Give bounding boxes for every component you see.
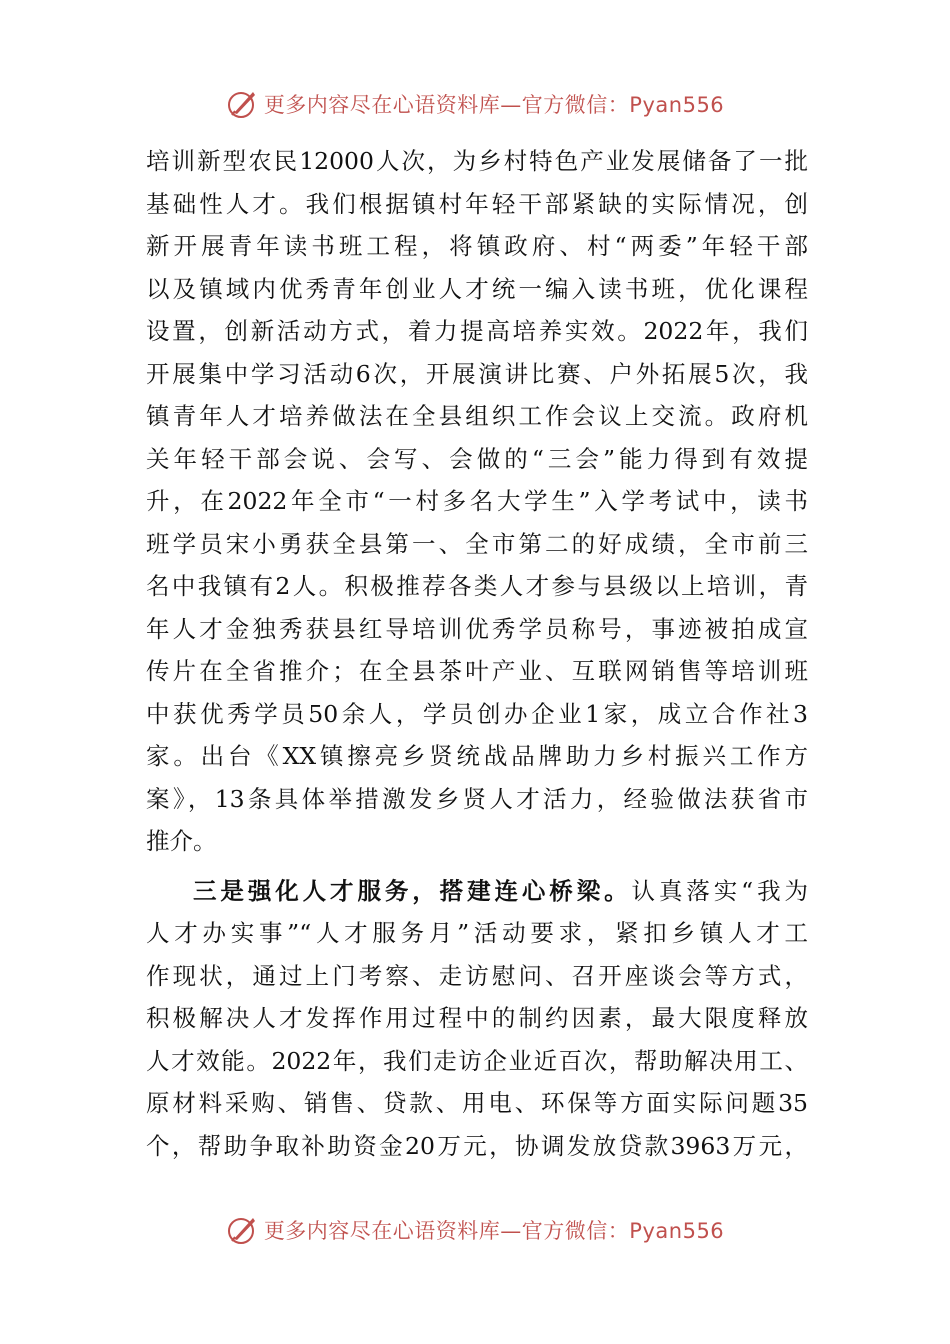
watermark-text: 更多内容尽在心语资料库—官方微信：Pyan556 [263,93,725,117]
section-heading: 三是强化人才服务，搭建连心桥梁。 [193,876,632,905]
text-line: 中获优秀学员50余人，学员创办企业1家，成立合作社3 [146,699,808,728]
text-line: 积极解决人才发挥作用过程中的制约因素，最大限度释放 [146,1004,808,1032]
text-line: 传片在全省推介；在全县茶叶产业、互联网销售等培训班 [146,657,808,685]
text-line: 家。出台《XX镇擦亮乡贤统战品牌助力乡村振兴工作方 [146,742,808,770]
text-line: 名中我镇有2人。积极推荐各类人才参与县级以上培训，青 [146,572,808,600]
text-line [146,870,808,913]
text-line: 设置，创新活动方式，着力提高培养实效。2022年，我们 [146,317,808,345]
text-line: 关年轻干部会说、会写、会做的“三会”能力得到有效提 [146,444,808,473]
document-body [146,140,808,1167]
section-heading-rest: 认真落实“我为 [631,876,808,905]
text-line: 班学员宋小勇获全县第一、全市第二的好成绩，全市前三 [146,529,808,558]
quill-logo-icon [226,87,260,121]
text-line: 个，帮助争取补助资金20万元，协调发放贷款3963万元， [146,1131,808,1160]
paragraph-section3 [146,870,808,1168]
text-line: 以及镇域内优秀青年创业人才统一编入读书班，优化课程 [146,274,808,303]
text-line: 新开展青年读书班工程，将镇政府、村“两委”年轻干部 [146,232,808,260]
watermark-text: 更多内容尽在心语资料库—官方微信：Pyan556 [263,1219,725,1243]
text-line: 原材料采购、销售、贷款、用电、环保等方面实际问题35 [146,1089,808,1117]
text-line: 人才办实事”“人才服务月”活动要求，紧扣乡镇人才工 [146,919,808,947]
text-line: 升，在2022年全市“一村多名大学生”入学考试中，读书 [146,487,808,515]
text-line: 开展集中学习活动6次，开展演讲比赛、户外拓展5次，我 [146,359,808,388]
text-line: 推介。 [146,827,217,855]
header-watermark [0,84,950,124]
text-line: 人才效能。2022年，我们走访企业近百次，帮助解决用工、 [146,1046,808,1075]
text-line: 镇青年人才培养做法在全县组织工作会议上交流。政府机 [146,402,808,430]
text-line: 案》，13条具体举措激发乡贤人才活力，经验做法获省市 [146,784,808,813]
text-line: 作现状，通过上门考察、走访慰问、召开座谈会等方式， [146,961,808,990]
paragraph-continued [146,140,808,863]
text-line: 年人才金独秀获县红导培训优秀学员称号，事迹被拍成宣 [146,614,808,643]
text-line: 基础性人才。我们根据镇村年轻干部紧缺的实际情况，创 [146,189,808,218]
text-line: 培训新型农民12000人次，为乡村特色产业发展储备了一批 [146,147,808,175]
footer-watermark [0,1210,950,1250]
quill-logo-icon [226,1213,260,1247]
